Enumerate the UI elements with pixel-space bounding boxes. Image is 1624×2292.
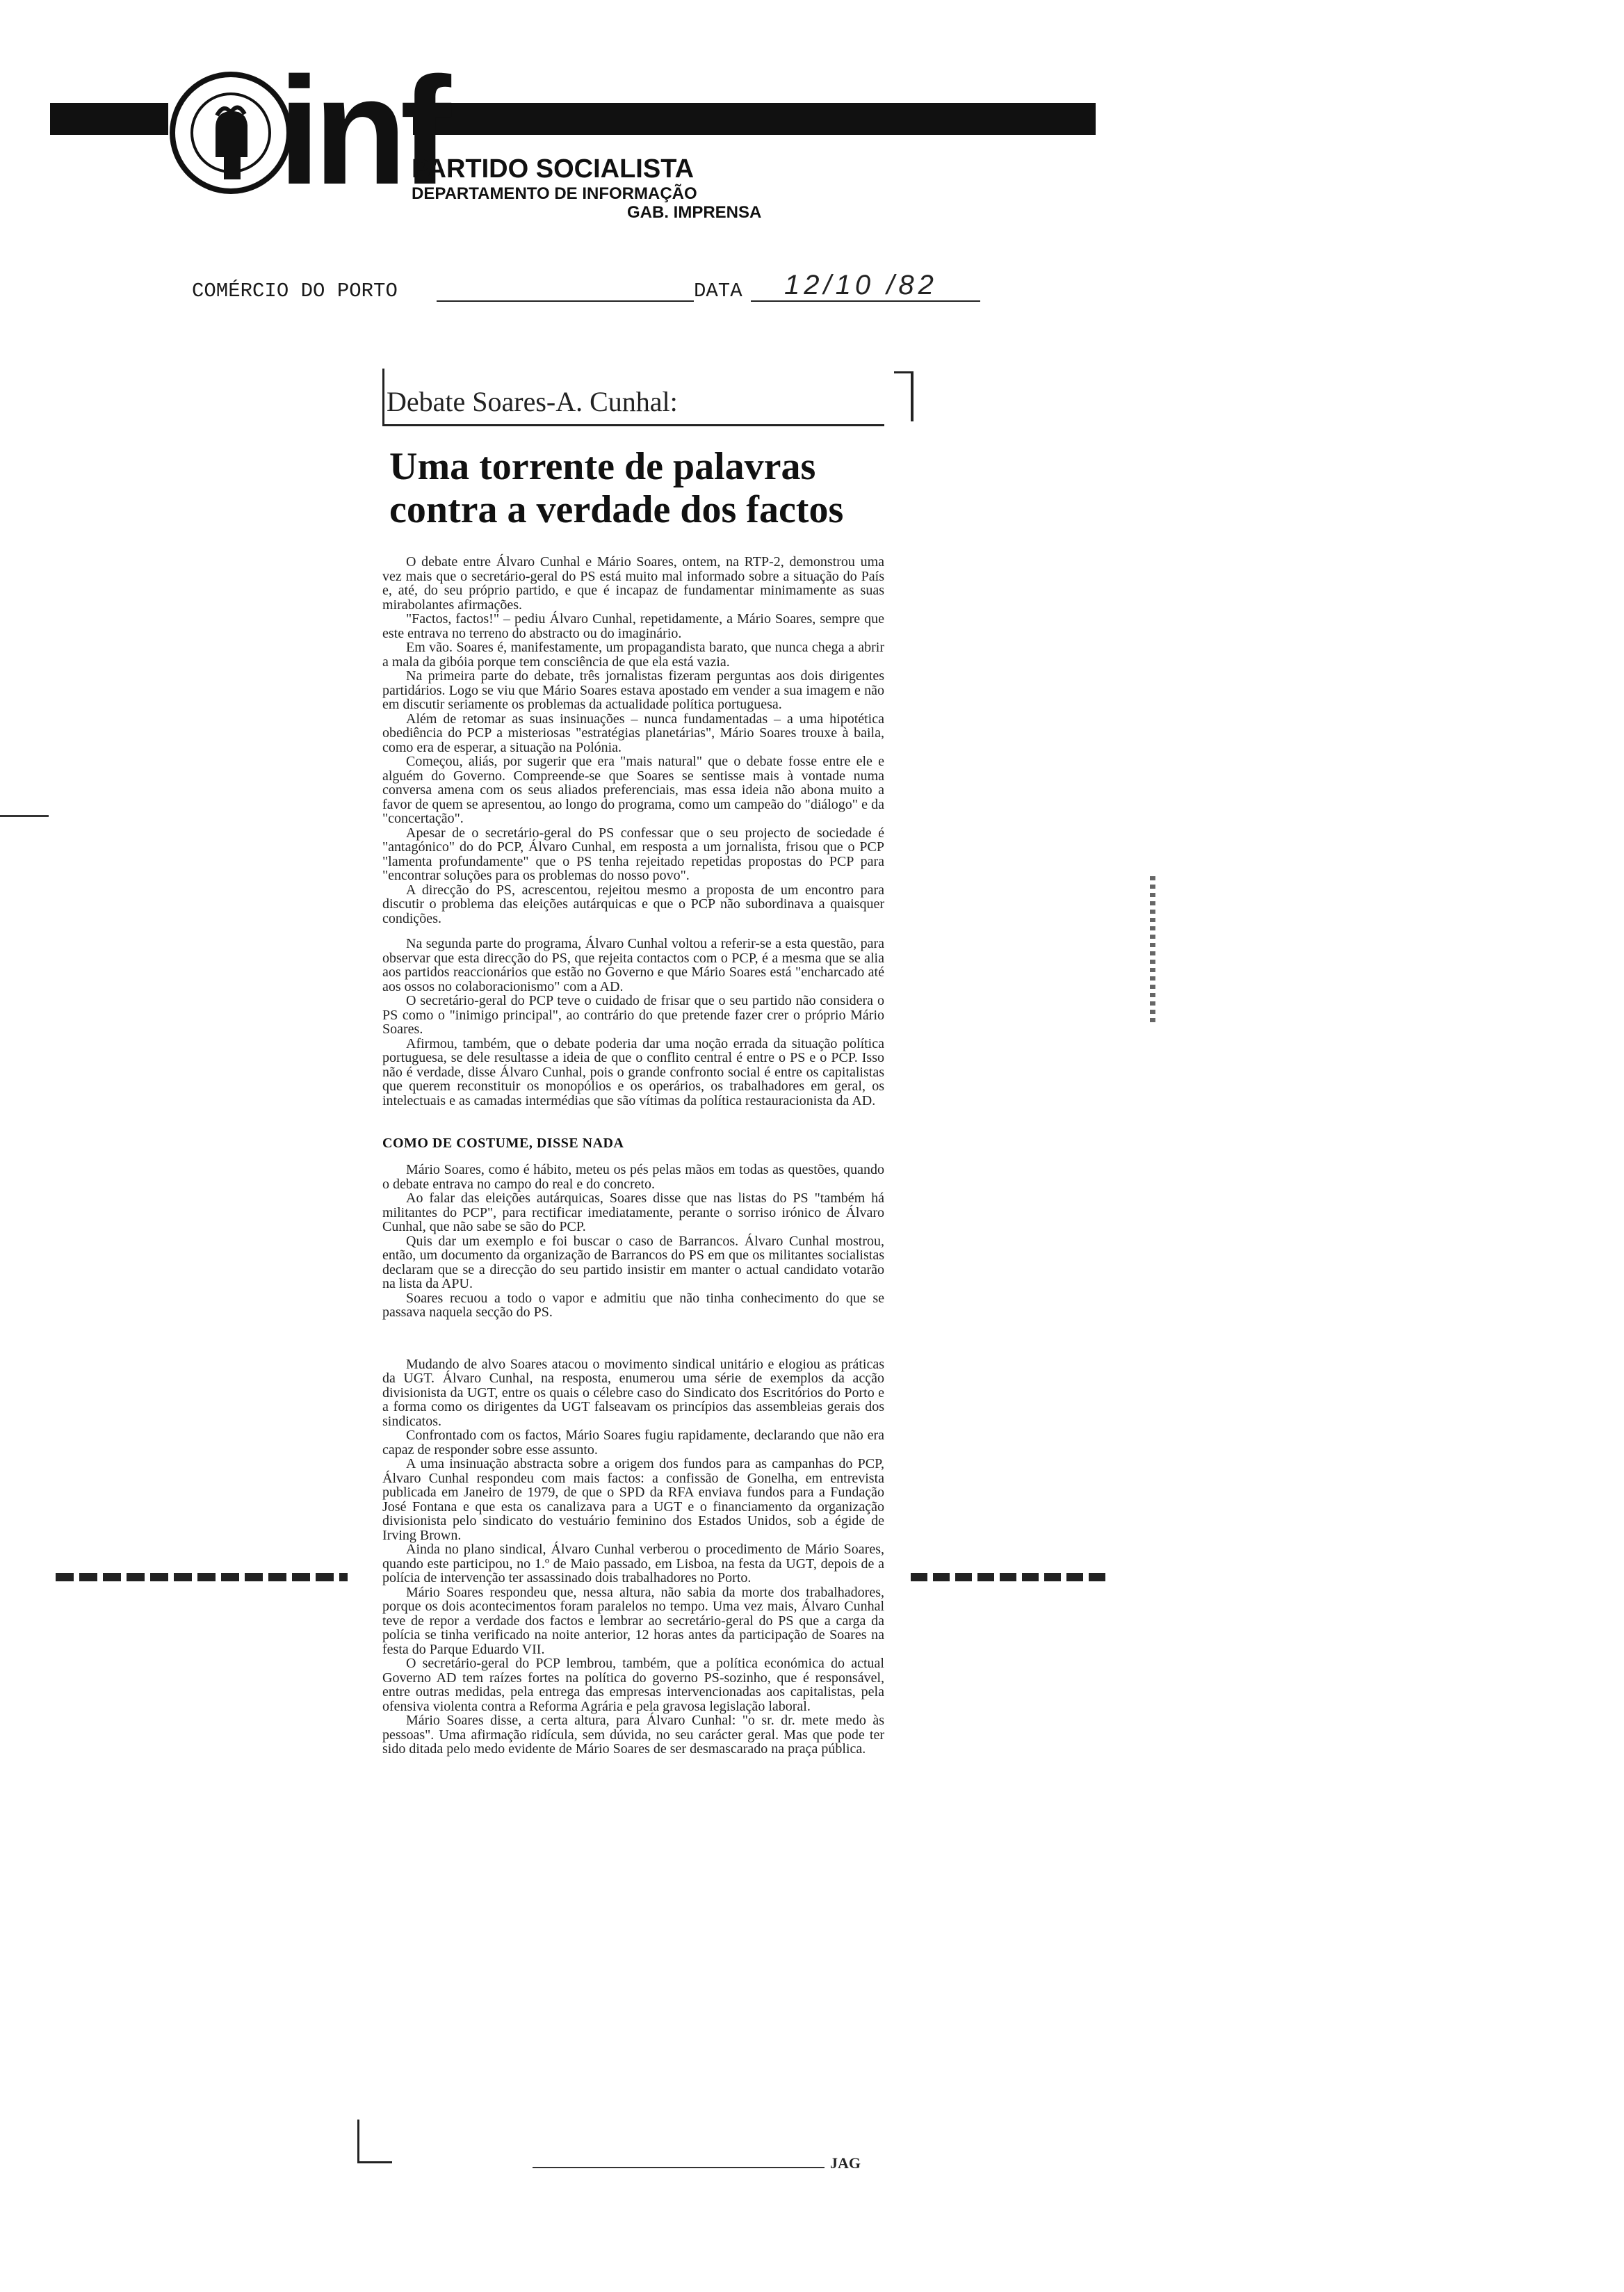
department-name: DEPARTAMENTO DE INFORMAÇÃO bbox=[412, 184, 697, 203]
paragraph: Na segunda parte do programa, Álvaro Cunhal voltou a referir-se a esta questão, para observar que esta direcção do PS, que rejeita contactos com o PCP, é a mesma que se alia aos partidos reaccionários que estão no Governo e que Mário Soares está "encharcado até aos ossos no colaboracionismo" com a AD. bbox=[382, 936, 884, 994]
article-end-rule bbox=[533, 2167, 825, 2168]
paragraph: Mudando de alvo Soares atacou o movimento sindical unitário e elogiou as práticas da UGT. Álvaro Cunhal, na resposta, enumerou uma série de exemplos da acção divisionista da UGT, entre os quais o célebre caso do Sindicato dos Escritórios do Porto e a forma como os dirigentes da UGT falseavam os princípios das assembleias gerais dos sindicatos. bbox=[382, 1356, 884, 1429]
paragraph: Mário Soares respondeu que, nessa altura, não sabia da morte dos trabalhadores, porque os dois acontecimentos foram paralelos no tempo. Uma vez mais, Álvaro Cunhal teve de repor a verdade dos factos e lembrar ao secretário-geral do PS que a carga da polícia se tinha verificado na noite anterior, 12 horas antes da participação de Soares na festa do Parque Eduardo VII. bbox=[382, 1584, 884, 1657]
paragraph: Ao falar das eleições autárquicas, Soares disse que nas listas do PS "também há militantes do PCP", para rectificar imediatamente, perante o sorriso irónico de Álvaro Cunhal, que não sabe se são do PCP. bbox=[382, 1191, 884, 1234]
paragraph: Em vão. Soares é, manifestamente, um propagandista barato, que nunca chega a abrir a mala da gibóia porque tem consciência de que ela está vazia. bbox=[382, 640, 884, 670]
clip-bracket-left-foot bbox=[357, 2161, 392, 2163]
paragraph: Começou, aliás, por sugerir que era "mais natural" que o debate fosse entre ele e alguém do Governo. Compreende-se que Soares se sentisse mais à vontade numa conversa amena com os seus aliados preferenciais, mas essa ideia não abona muito a favor de quem se apresentou, ao longo do programa, como um campeão do "diálogo" e da "concertação". bbox=[382, 754, 884, 826]
paragraph: Confrontado com os factos, Mário Soares fugiu rapidamente, declarando que não era capaz de responder sobre esse assunto. bbox=[382, 1428, 884, 1458]
scan-artifact-tick bbox=[0, 815, 49, 817]
author-signature: JAG bbox=[830, 2154, 861, 2172]
scan-artifact-strip-left bbox=[56, 1573, 348, 1581]
paragraph: O secretário-geral do PCP lembrou, também, que a política económica do actual Governo AD tem raízes fortes na política do governo PS-sozinho, que é responsável, entre outras medidas, pela entrega das empresas intervencionadas aos capitalistas, pela ofensiva violenta contra a Reforma Agrária e pela gravosa legislação laboral. bbox=[382, 1656, 884, 1714]
paragraph: Ainda no plano sindical, Álvaro Cunhal verberou o procedimento de Mário Soares, quando este participou, no 1.º de Maio passado, em Lisboa, na festa da UGT, depois de a polícia de intervenção ter assassinado dois trabalhadores no Porto. bbox=[382, 1542, 884, 1585]
headline-line-1: Uma torrente de palavras bbox=[389, 445, 816, 488]
clip-bracket-left bbox=[382, 369, 384, 426]
paragraph: Mário Soares, como é hábito, meteu os pés pelas mãos em todas as questões, quando o debate entrava no campo do real e do concreto. bbox=[382, 1162, 884, 1192]
article-clipping bbox=[382, 355, 884, 1757]
paragraph: Apesar de o secretário-geral do PS confessar que o seu projecto de sociedade é "antagónico" do do PCP, Álvaro Cunhal, em resposta a um jornalista, frisou que o PCP "lamenta profundamente" que o PS tenha rejeitado repetidas propostas do PCP para "encontrar soluções para os problemas do nosso povo". bbox=[382, 825, 884, 883]
paragraph: O secretário-geral do PCP teve o cuidado de frisar que o seu partido não considera o PS como o "inimigo principal", ao contrário do que pretende fazer crer o próprio Mário Soares. bbox=[382, 993, 884, 1037]
headline-line-2: contra a verdade dos factos bbox=[389, 488, 844, 531]
paragraph: A uma insinuação abstracta sobre a origem dos fundos para as campanhas do PCP, Álvaro Cunhal respondeu com mais factos: a confissão de Gonelha, em entrevista publicada em Janeiro de 1979, de que o SPD da RFA enviava fundos para a Fundação José Fontana e que esta os canalizava para a UGT e o financiamento da organização divisionista pelo sindicato do vestuário feminino dos Estados Unidos, sob a égide de Irving Brown. bbox=[382, 1456, 884, 1543]
clip-bracket-right bbox=[911, 373, 914, 421]
article-kicker: Debate Soares-A. Cunhal: bbox=[387, 386, 678, 417]
scan-artifact-strip-right bbox=[911, 1573, 1105, 1581]
paragraph: Na primeira parte do debate, três jornalistas fizeram perguntas aos dois dirigentes partidários. Logo se viu que Mário Soares estava apostado em vender a sua imagem e não em discutir seriamente os problemas da actualidade política portuguesa. bbox=[382, 668, 884, 712]
paragraph: Quis dar um exemplo e foi buscar o caso de Barrancos. Álvaro Cunhal mostrou, então, um documento da organização de Barrancos do PS em que os militantes socialistas declaram que se a direcção do seu partido insistir em manter o actual candidato votarão na lista da APU. bbox=[382, 1233, 884, 1291]
article-headline bbox=[389, 445, 884, 531]
source-underline bbox=[437, 300, 694, 302]
section-heading: COMO DE COSTUME, DISSE NADA bbox=[382, 1136, 624, 1151]
paragraph: Afirmou, também, que o debate poderia dar uma noção errada da situação política portuguesa, se dele resultasse a ideia de que o conflito central é entre o PS e o PCP. Isso não é verdade, disse Álvaro Cunhal, pois o grande confronto social é entre os capitalistas que querem reconstituir os monopólios e os operários, os trabalhadores em geral, os intelectuais e as camadas intermédias que são vítimas da política restauracionista da AD. bbox=[382, 1035, 884, 1108]
brand-wordmark: inf bbox=[278, 45, 444, 216]
header-bar-right bbox=[413, 103, 1096, 135]
paragraph: Além de retomar as suas insinuações – nunca fundamentadas – a uma hipotética obediência do PCP a misteriosas "estratégias planetárias", Mário Soares trouxe à baila, como era de esperar, a situação na Polónia. bbox=[382, 711, 884, 755]
date-label: DATA bbox=[694, 280, 742, 302]
kicker-rule bbox=[382, 424, 884, 426]
kicker-row bbox=[382, 355, 884, 424]
clip-bracket-left-bottom bbox=[357, 2120, 359, 2163]
paragraph: Mário Soares disse, a certa altura, para Álvaro Cunhal: "o sr. dr. mete medo às pessoas". Uma afirmação ridícula, sem dúvida, no seu carácter geral. Mas que pode ter sido ditada pelo medo evidente de Mário Soares de ser desmascarado na praça pública. bbox=[382, 1713, 884, 1757]
source-publication: COMÉRCIO DO PORTO bbox=[192, 280, 398, 302]
paragraph: A direcção do PS, acrescentou, rejeitou mesmo a proposta de um encontro para discutir o problema das eleições autárquicas e que o PCP não subordinava a quaisquer condições. bbox=[382, 882, 884, 926]
paragraph: "Factos, factos!" – pediu Álvaro Cunhal, repetidamente, a Mário Soares, sempre que este entrava no terreno do abstracto ou do imaginário. bbox=[382, 611, 884, 641]
scan-artifact-dash bbox=[1150, 876, 1155, 1022]
header-bar-left bbox=[50, 103, 168, 135]
organization-name: PARTIDO SOCIALISTA bbox=[412, 154, 695, 184]
handwritten-date: 12/10 /82 bbox=[784, 270, 938, 300]
paragraph: Soares recuou a todo o vapor e admitiu que não tinha conhecimento do que se passava naquela secção do PS. bbox=[382, 1290, 884, 1320]
paragraph: O debate entre Álvaro Cunhal e Mário Soares, ontem, na RTP-2, demonstrou uma vez mais que o secretário-geral do PS está muito mal informado sobre a situação do País e, até, do seu próprio partido, e que é incapaz de fundamentar minimamente as suas mirabolantes afirmações. bbox=[382, 554, 884, 613]
office-name: GAB. IMPRENSA bbox=[627, 203, 762, 222]
